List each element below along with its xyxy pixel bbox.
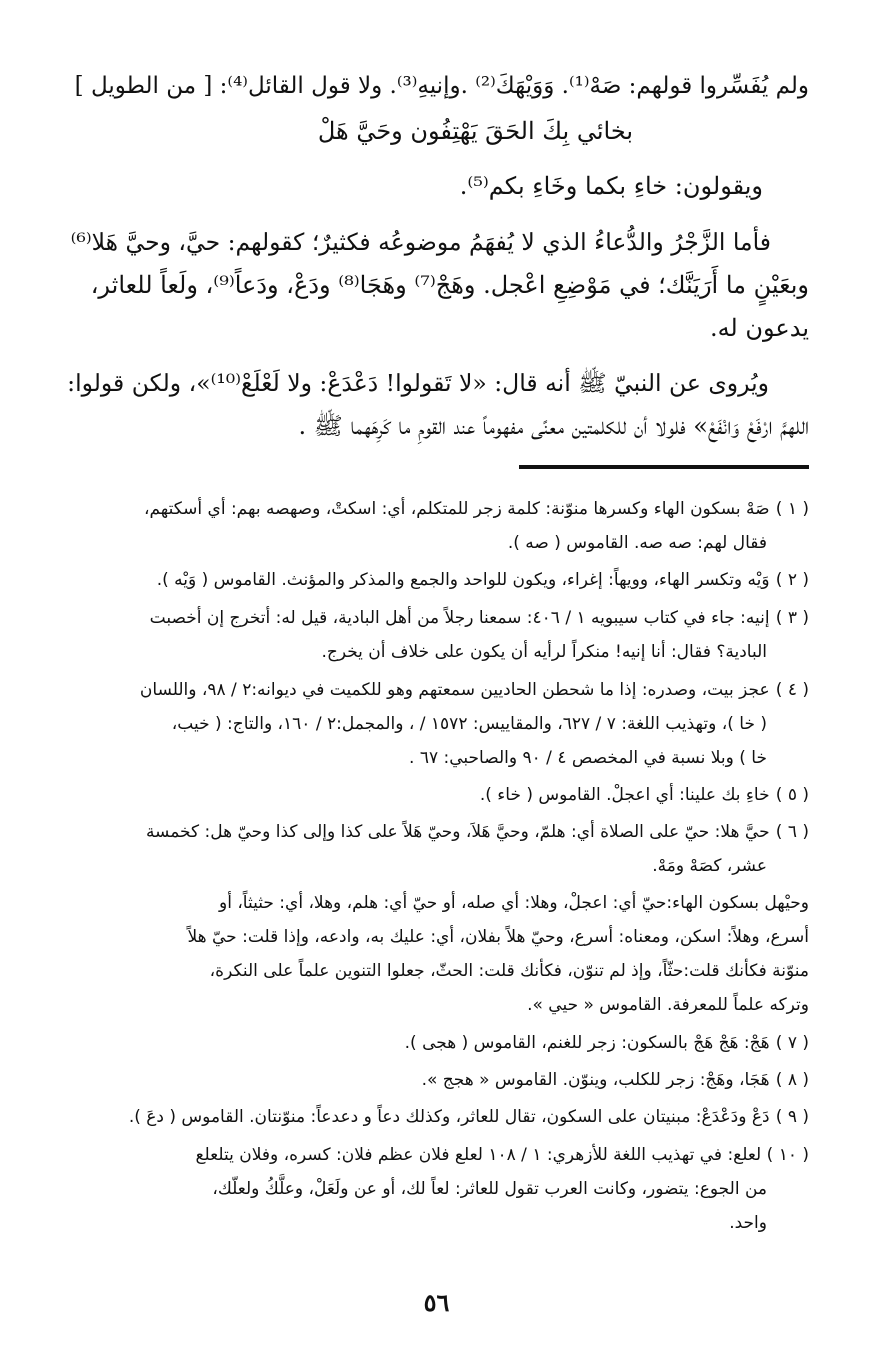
footnote-text: حيَّ هلا: حيّ على الصلاة أي: هلمّ، وحيَّ هَلاَ، وحيّ هَلاً على كذا وإلى كذا وحيّ هل: كخمسة [145, 822, 770, 842]
footnote-number: ( ١٠ ) [766, 1145, 809, 1165]
main-text-line: يدعون له. [709, 314, 809, 342]
footnote-continuation: خا ) وبلا نسبة في المخصص ٤ / ٩٠ والصاحبي: ٦٧ . [409, 748, 767, 768]
footnote-8 [422, 1065, 809, 1095]
footnote-number: ( ٨ ) [775, 1070, 809, 1090]
footnote-1 [144, 494, 809, 524]
footnote-text: هَجْ: هَجْ هَجْ بالسكون: زجر للغنم، القاموس ( هجى ). [404, 1033, 770, 1053]
footnote-4 [140, 675, 809, 705]
footnote-text: وَيْه وتكسر الهاء، وويهاً: إغراء، ويكون للواحد والجمع والمذكر والمؤنث. القاموس ( وَيْه ). [156, 570, 770, 590]
footnote-9 [129, 1102, 809, 1132]
footnote-5 [480, 780, 809, 810]
footnote-continuation: وحيْهل بسكون الهاء:حيّ أي: اعجلْ، وهلا: أي صله، أو حيّ أي: هلم، وهلا، أي: حثيثاً، أو [218, 893, 809, 913]
footnote-2 [157, 565, 809, 595]
footnote-number: ( ٩ ) [775, 1107, 809, 1127]
page-number: ٥٦ [423, 1288, 450, 1317]
footnote-3 [150, 603, 809, 633]
footnote-text: خاءِ بك علينا: أي اعجلْ. القاموس ( خاء ). [479, 785, 770, 805]
footnote-continuation: فقال لهم: صه صه. القاموس ( صه ). [507, 533, 767, 553]
footnote-number: ( ٧ ) [775, 1033, 809, 1053]
footnote-number: ( ٣ ) [775, 608, 809, 628]
footnote-number: ( ٢ ) [775, 570, 809, 590]
footnote-continuation: عشر، كصَهْ ومَهْ. [652, 856, 767, 876]
footnote-number: ( ٤ ) [775, 680, 809, 700]
footnote-6 [146, 817, 809, 847]
footnote-number: ( ٦ ) [775, 822, 809, 842]
footnote-separator [519, 465, 809, 469]
main-text-line: ولم يُفَسِّروا قولهم: صَهْ⁽¹⁾. وَوَيْهَكَ⁽²⁾ .وإنيهِ⁽³⁾. ولا قول القائل⁽⁴⁾: [ من الطويل ] [74, 73, 809, 99]
footnote-text: صَهْ بسكون الهاء وكسرها منوّنة: كلمة زجر للمتكلم، أي: اسكتْ، وصهصه بهم: أي أسكتهم، [144, 499, 770, 519]
footnote-continuation: من الجوع: يتضور، وكانت العرب تقول للعاثر: لعاً لك، أو عن ولَعَلْ، وعلَّكُ ولعلّك، [212, 1179, 767, 1199]
footnote-text: دَعْ ودَعْدَعْ: مبنيتان على السكون، تقال للعاثر، وكذلك دعاً و دعدعاً: منوّنتان. القاموس ( دعَ ). [128, 1107, 770, 1127]
main-text-line: فأما الزَّجْرُ والدُّعاءُ الذي لا يُفهَمُ موضوعُه فكثيرٌ؛ كقولهم: حيَّ، وحيَّ هَلا⁽⁶⁾ [70, 228, 771, 256]
footnote-continuation: واحد. [729, 1213, 767, 1233]
footnote-continuation: منوّنة فكأنك قلت:حثّاً، وإذ لم تنوّن، فكأنك قلت: الحثّ، جعلوا التنوين علماً على النكرة، [209, 961, 809, 981]
footnote-text: لعلع: في تهذيب اللغة للأزهري: ١ / ١٠٨ لعلع فلان عظم فلان: كسره، وفلان يتلعلع [195, 1145, 762, 1165]
footnote-number: ( ١ ) [775, 499, 809, 519]
footnote-continuation: ( خا )، وتهذيب اللغة: ٧ / ٦٢٧، والمقاييس: ١٥٧٢ / ، والمجمل:٢ / ١٦٠، والتاج: ( خيب، [171, 714, 767, 734]
footnote-text: إنيه: جاء في كتاب سيبويه ١ / ٤٠٦: سمعنا رجلاً من أهل البادية، قيل له: أتخرج إن أخصبت [149, 608, 770, 628]
footnote-number: ( ٥ ) [775, 785, 809, 805]
main-text-line: ويُروى عن النبيّ ﷺ أنه قال: «لا تَقولوا! دَعْدَعْ: ولا لَعْلَعْ⁽¹⁰⁾»، ولكن قولوا: [67, 369, 769, 397]
main-text-line: اللهمَّ ارْفَعْ وَانْفَعْ» فلولا أن للكلمتين معنًى مفهوماً عند القومِ ما كَرِهَهما ﷺ . [298, 412, 809, 440]
footnote-7 [405, 1028, 809, 1058]
poetry-verse: بخائي بِكَ الحَقَ يَهْتِفُون وحَيَّ هَلْ [317, 117, 633, 145]
footnote-continuation: أسرع، وهلاً: اسكن، ومعناه: أسرع، وحيّ هلاً بفلان، أي: عليك به، وادعه، وإذا قلت: حيّ هلاً [187, 927, 809, 947]
footnote-text: عجز بيت، وصدره: إذا ما شحطن الحاديين سمعتهم وهو للكميت في ديوانه:٢ / ٩٨، واللسان [139, 680, 770, 700]
main-text-line: وبعَيْنٍ ما أَرَيَنَّك؛ في مَوْضِعِ اعْجل. وهَجْ⁽⁷⁾ وهَجَا⁽⁸⁾ ودَعْ، ودَعاً⁽⁹⁾، ولَعاً للعاثر، [90, 271, 809, 299]
footnote-text: هَجَا، وهَجْ: زجر للكلب، وينوّن. القاموس « هجج ». [421, 1070, 770, 1090]
main-text-line: ويقولون: خاءِ بكما وخَاءِ بكم⁽⁵⁾. [459, 172, 763, 200]
footnote-continuation: وتركه علماً للمعرفة. القاموس « حيي ». [527, 995, 809, 1015]
footnote-continuation: البادية؟ فقال: أنا إنيه! منكراً لرأيه أن يكون على خلاف أن يخرج. [321, 642, 767, 662]
footnote-10 [195, 1140, 809, 1170]
